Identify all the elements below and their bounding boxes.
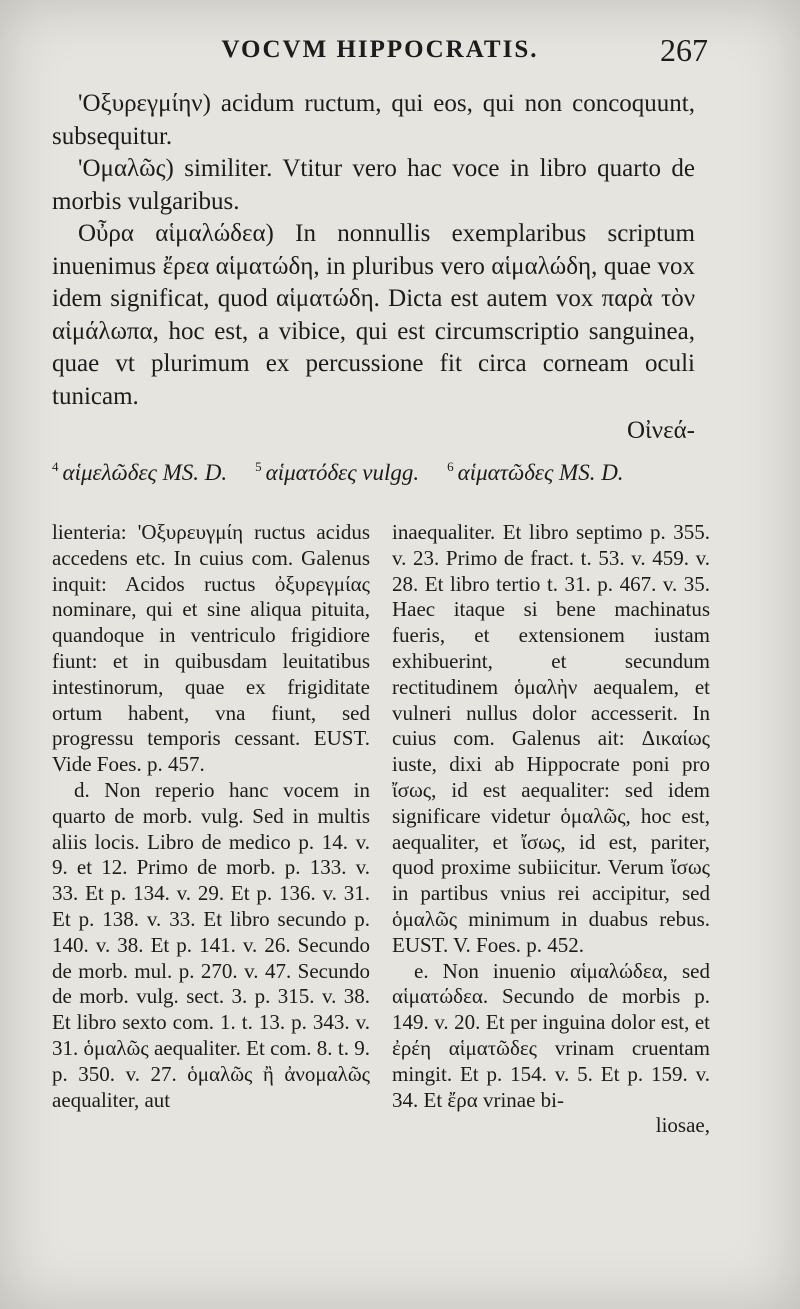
right-column (392, 520, 710, 1139)
right-column-last-line: liosae, (655, 1113, 710, 1138)
footnote-6: $^6$ αἱματῶδες MS. D. (447, 459, 624, 485)
page-number: 267 (660, 32, 708, 68)
main-text (52, 88, 695, 448)
right-note-e: e. Non inuenio αἱμαλώδεα, sed αἱματώδεα. Secundo de morbis p. 149. v. 20. Et per inguina dolor est, et ἐρέη αἱματῶδες vrinam cruentam mingit. Et p. 154. v. 5. Et p. 159. v. 34. Et ἔρα vrinae bi- (392, 958, 710, 1112)
footnote-4: $^4$ αἱμελῶδες MS. D. (52, 459, 228, 485)
left-column (52, 520, 370, 1113)
footnote-line-1 (52, 452, 695, 488)
left-note-lienteria: lienteria: 'Οξυρευγμίη ructus acidus accedens etc. In cuius com. Galenus inquit: Acidos ructus ὀξυρεγμίας nominare, qui et sine aliqua pituita, quandoque in ventriculo frigidiore fiunt: et in quibusdam leuitatibus intestinorum, quae ex frigiditate ortum habent, vna fiunt, sed progressu temporis cessant. EUST. Vide Foes. p. 457. (52, 520, 370, 777)
entry-oxyregmien: 'Οξυρεγμίην) acidum ructum, qui eos, qui non concoquunt, subsequitur. (52, 90, 695, 150)
right-note-continuation: inaequaliter. Et libro septimo p. 355. v. 23. Primo de fract. t. 53. v. 459. v. 28. Et libro tertio t. 31. p. 467. v. 35. Haec itaque si bene machinatus fueris, et extensionem iustam exhibuerint, et secundum rectitudinem ὁμαλὴν aequalem, et vulneri nullus dolor accesserit. In cuius com. Galenus ait: Δικαίως iuste, dixi ab Hippocrate poni pro ἴσως, id est aequaliter: sed idem significare videtur ὁμαλῶς, hoc est, aequaliter, et ἴσως, id est, pariter, quod proxime subiicitur. Verum ἴσως in partibus vnius rei accipitur, sed ὁμαλῶς minimum in duabus rebus. EUST. V. Foes. p. 452. (392, 520, 710, 957)
running-header (0, 32, 800, 76)
entry-oura-haimalodea: Οὖρα αἱμαλώδεα) In nonnullis exemplaribus scriptum inuenimus ἔρεα αἱματώδη, in pluribus vero αἱμαλώδη, quae vox idem significat, quod αἱματώδη. Dicta est autem vox παρὰ τὸν αἱμάλωπα, hoc est, a vibice, qui est circumscriptio sanguinea, quae vt plurimum ex percussione fit circa corneam oculi tunicam. (52, 220, 695, 410)
running-title: VOCVM HIPPOCRATIS. (221, 36, 539, 63)
footnote-5: $^5$ αἱματόδες vulgg. (255, 459, 420, 485)
footnotes (52, 452, 695, 488)
catchword: Οἰνεά- (626, 417, 695, 444)
entry-homalos: 'Ομαλῶς) similiter. Vtitur vero hac voce in libro quarto de morbis vulgaribus. (52, 155, 695, 215)
left-note-d: d. Non reperio hanc vocem in quarto de morb. vulg. Sed in multis aliis locis. Libro de medico p. 14. v. 9. et 12. Primo de morb. p. 133. v. 33. Et p. 134. v. 29. Et p. 136. v. 31. Et p. 138. v. 33. Et libro secundo p. 140. v. 38. Et p. 141. v. 26. Secundo de morb. mul. p. 270. v. 47. Secundo de morb. vulg. sect. 3. p. 315. v. 38. Et libro sexto com. 1. t. 13. p. 343. v. 31. ὁμαλῶς aequaliter. Et com. 8. t. 9. p. 350. v. 27. ὁμαλῶς ἢ ἀνομαλῶς aequaliter, aut (52, 777, 370, 1112)
